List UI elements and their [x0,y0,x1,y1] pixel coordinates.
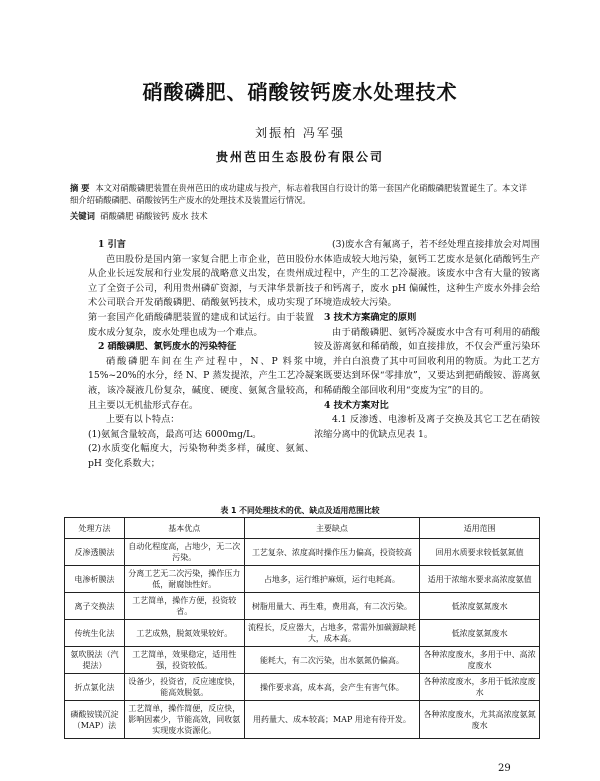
table-cell: 用药量大、成本较高；MAP 用途有待开发。 [244,701,420,739]
authors: 刘振柏 冯军强 [255,126,345,140]
section-2-paragraph: 硝酸磷肥车间在生产过程中，N、P 料浆中15%~20%的水分，经 N、P 蒸发提浓，产生工艺冷凝液，该冷凝液几份复杂，碱度、硬度、氨氮含量较高，且主要以无机盐形式存在。 [88,355,314,411]
table-cell: 离子交换法 [65,593,125,620]
table-cell: 低浓度氨氮废水 [420,593,540,620]
table-cell: 回用水质要求较低氨氮值 [420,539,540,566]
left-column [88,238,314,472]
table-row [65,674,540,701]
abstract-text: 本文对硝酸磷肥装置在贵州芭田的成功建成与投产，标志着我国自行设计的第一套国产化硝酸磷肥装置诞生了。本文详细介绍硝酸磷肥、硝酸铵钙生产废水的处理技术及装置运行情况。 [70,183,527,205]
table-cell: 传统生化法 [65,620,125,647]
table-cell: 工艺复杂、浓度高时操作压力偏高，投资较高 [244,539,420,566]
table-row [65,647,540,674]
section-1-heading: 1 引言 [98,239,126,250]
table-cell: 氨吹脱法（汽提法） [65,647,125,674]
table-cell: 流程长，反应器大，占地多，常需外加碳源缺耗大，成本高。 [244,620,420,647]
table-cell: 能耗大，有二次污染，出水氨氮仍偏高。 [244,647,420,674]
table-cell: 工艺成熟，脱氮效果较好。 [124,620,244,647]
article-title: 硝酸磷肥、硝酸铵钙废水处理技术 [142,80,458,104]
right-column [314,238,540,442]
table-row [65,593,540,620]
table-row [65,566,540,593]
table-cell: 磷酸铵镁沉淀（MAP）法 [65,701,125,739]
table-cell: 工艺简单，操作方便，投资较省。 [124,593,244,620]
section-2-heading: 2 硝酸磷肥、氯钙废水的污染特征 [98,341,237,353]
comparison-table [64,517,540,739]
table-cell: 工艺简单，操作简便，反应快，影响因素少，节能高效，同收氨实现废水资源化。 [124,701,244,739]
section-3-paragraph: 由于硝酸磷肥、氨钙冷凝废水中含有可利用的硝酸铵及游离氨和稀硝酸，如直接排放，不仅会严重污染环境，并白白浪费了其中可回收利用的物质。为此工艺方案既要达到环保“零排放”，又要达到把硝酸铵、游离氨和稀硝酸全部回收利用“变废为宝”的目的。 [314,326,540,396]
section-4-heading: 4 技术方案对比 [324,399,389,411]
abstract-label: 摘 要 [70,183,90,193]
table-cell: 分离工艺无二次污染，操作压力低，耐腐蚀性好。 [124,566,244,593]
keywords-label: 关键词 [70,211,95,221]
table-cell: 自动化程度高，占地少，无二次污染。 [124,539,244,566]
section-1-paragraph: 芭田股份是国内第一家复合肥上市企业，芭田股份从企业长远发展和行业发展的战略意义出发，在贵州成立了全资子公司，利用贵州磷矿资源，与天津华景新技术公司联合开发硝酸磷肥、硝酸氨钙技术，成功实现了第一套国产化硝酸磷肥装置的建成和试运行。由于装置废水成分复杂，废水处理也成为一个难点。 [88,253,314,338]
abstract [70,182,532,206]
table-caption: 表 1 不同处理技术的优、缺点及适用范围比较 [220,506,380,515]
table-cell: 操作要求高，成本高，会产生有害气体。 [244,674,420,701]
table-cell: 反渗透膜法 [65,539,125,566]
header-method: 处理方法 [65,518,125,539]
table-cell: 各种浓度废水，尤其高浓度氨氮废水 [420,701,540,739]
header-advantages: 基本优点 [124,518,244,539]
section-3-heading: 3 技术方案确定的原则 [324,311,417,323]
list-item-2: (2)水质变化幅度大，污染物种类多样，碱度、氨氮、pH 变化系数大； [88,443,314,469]
table-cell: 工艺简单，效果稳定，适用性强，投资较低。 [124,647,244,674]
table-cell: 占地多，运行维护麻烦，运行电耗高。 [244,566,420,593]
list-item-3: (3)废水含有氟离子，若不经处理直接排放会对周围水体造成较大地污染，氨钙工艺废水是氨化硝酸钙生产过程中，产生的工艺冷凝液。该废水中含有大量的铵离子和钙离子，废水 pH 偏碱性，这种生产废水外排会给环境造成较大污染。 [314,239,540,309]
table-cell: 折点氯化法 [65,674,125,701]
header-scope: 适用范围 [420,518,540,539]
table-cell: 各种浓度废水，多用于低浓度废水 [420,674,540,701]
section-4-paragraph: 4.1 反渗透、电渗析及离子交换及其它工艺在硝铵浓缩分离中的优缺点见表 1。 [314,414,540,440]
table-cell: 适用于浓缩水要求高浓度氨值 [420,566,540,593]
section-2-list-intro: 上要有以卜特点： [106,414,180,426]
header-disadvantages: 主要缺点 [244,518,420,539]
table-cell: 各种浓度废水，多用于中、高浓度废水 [420,647,540,674]
keywords [70,210,532,222]
table-cell: 低浓度氨氮废水 [420,620,540,647]
table-header-row [65,518,540,539]
table-row [65,620,540,647]
table-row [65,701,540,739]
table-cell: 电渗析膜法 [65,566,125,593]
table-cell: 树脂用量大、再生难，费用高，有二次污染。 [244,593,420,620]
table-row [65,539,540,566]
table-cell: 设备少，投资省，反应速度快，能高效脱氨。 [124,674,244,701]
list-item-1: (1)氨氮含量较高，最高可达 6000mg/L。 [88,428,262,440]
affiliation: 贵州芭田生态股份有限公司 [215,150,384,164]
keywords-text: 硝酸磷肥 硝酸铵钙 废水 技术 [100,211,208,221]
page-number: 29 [498,763,511,774]
